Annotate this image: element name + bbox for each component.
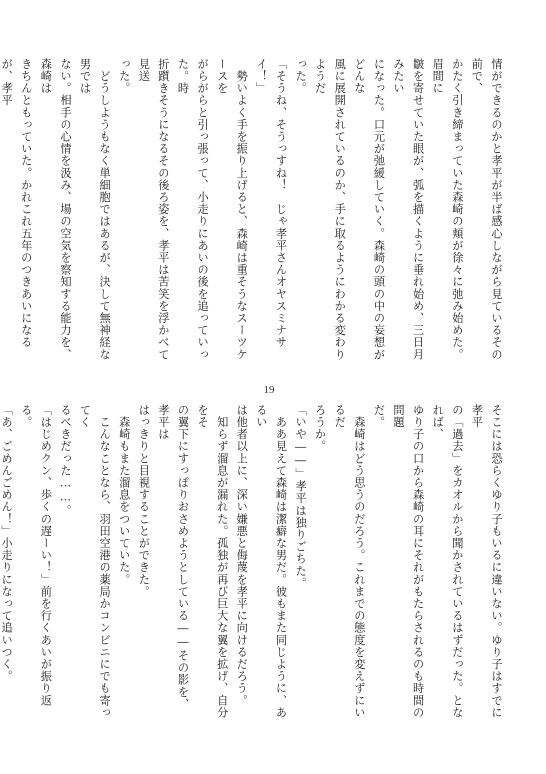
upper-text-block: 情ができるのかと孝平が半ば感心しながら見ているその前で、 かたく引き締まっていた森崎の頬が徐々に弛み始めた。眉間に 皺を寄せていた眼が、弧を描くように垂れ始め、三日月みたい になった。口元が弛緩していく。森崎の頭の中の妄想がどんな 風に展開されているのか、手に取るようにわかる変わりようだ った。 「そうね、そうっすね！ じゃ孝平さんオヤスミナサイ！」 勢いよく手を振り上げると、森崎は重そうなスーツケースを がらがらと引っ張って、小走りにあいの後を追っていった。時 折躓きそうになるその後ろ姿を、孝平は苦笑を浮かべて見送 った。 どうしようもなく単細胞ではあるが、決して無神経な男では ない。相手の心情を汲み、場の空気を察知する能力を、森崎は きちんともっていた。かれこれ五年のつきあいになるが、孝平 (0, 58, 503, 361)
page-number: 19 (263, 384, 275, 396)
lower-text-block: そこには恐らくゆり子もいるに違いない。ゆり子はすでに孝平 の「過去」をカオルから聞かされているはずだった。となれば、 ゆり子の口から森崎の耳にそれがもたらされるのも時間の問題 だ。 森崎はどう思うのだろう。これまでの態度を変えずにいるだ ろうか。 「いや――」孝平は独りごちた。 ああ見えて森崎は潔癖な男だ。彼もまた同じように、あるい は他者以上に、深い嫌悪と侮蔑を孝平に向けるだろう。 知らず溜息が漏れた。孤独が再び巨大な翼を拡げ、自分をそ の翼下にすっぽりおさめようとしている――その影を、孝平は はっきりと目視することができた。 森崎もまた溜息をついていた。 こんなことなら、羽田空港の薬局かコンビニにでも寄ってく るべきだった……。 「はじめクン、歩くの遅ーい！」前を行くあいが振り返る。 「あ、ごめんごめん！」小走りになって追いつく。 (0, 404, 503, 719)
